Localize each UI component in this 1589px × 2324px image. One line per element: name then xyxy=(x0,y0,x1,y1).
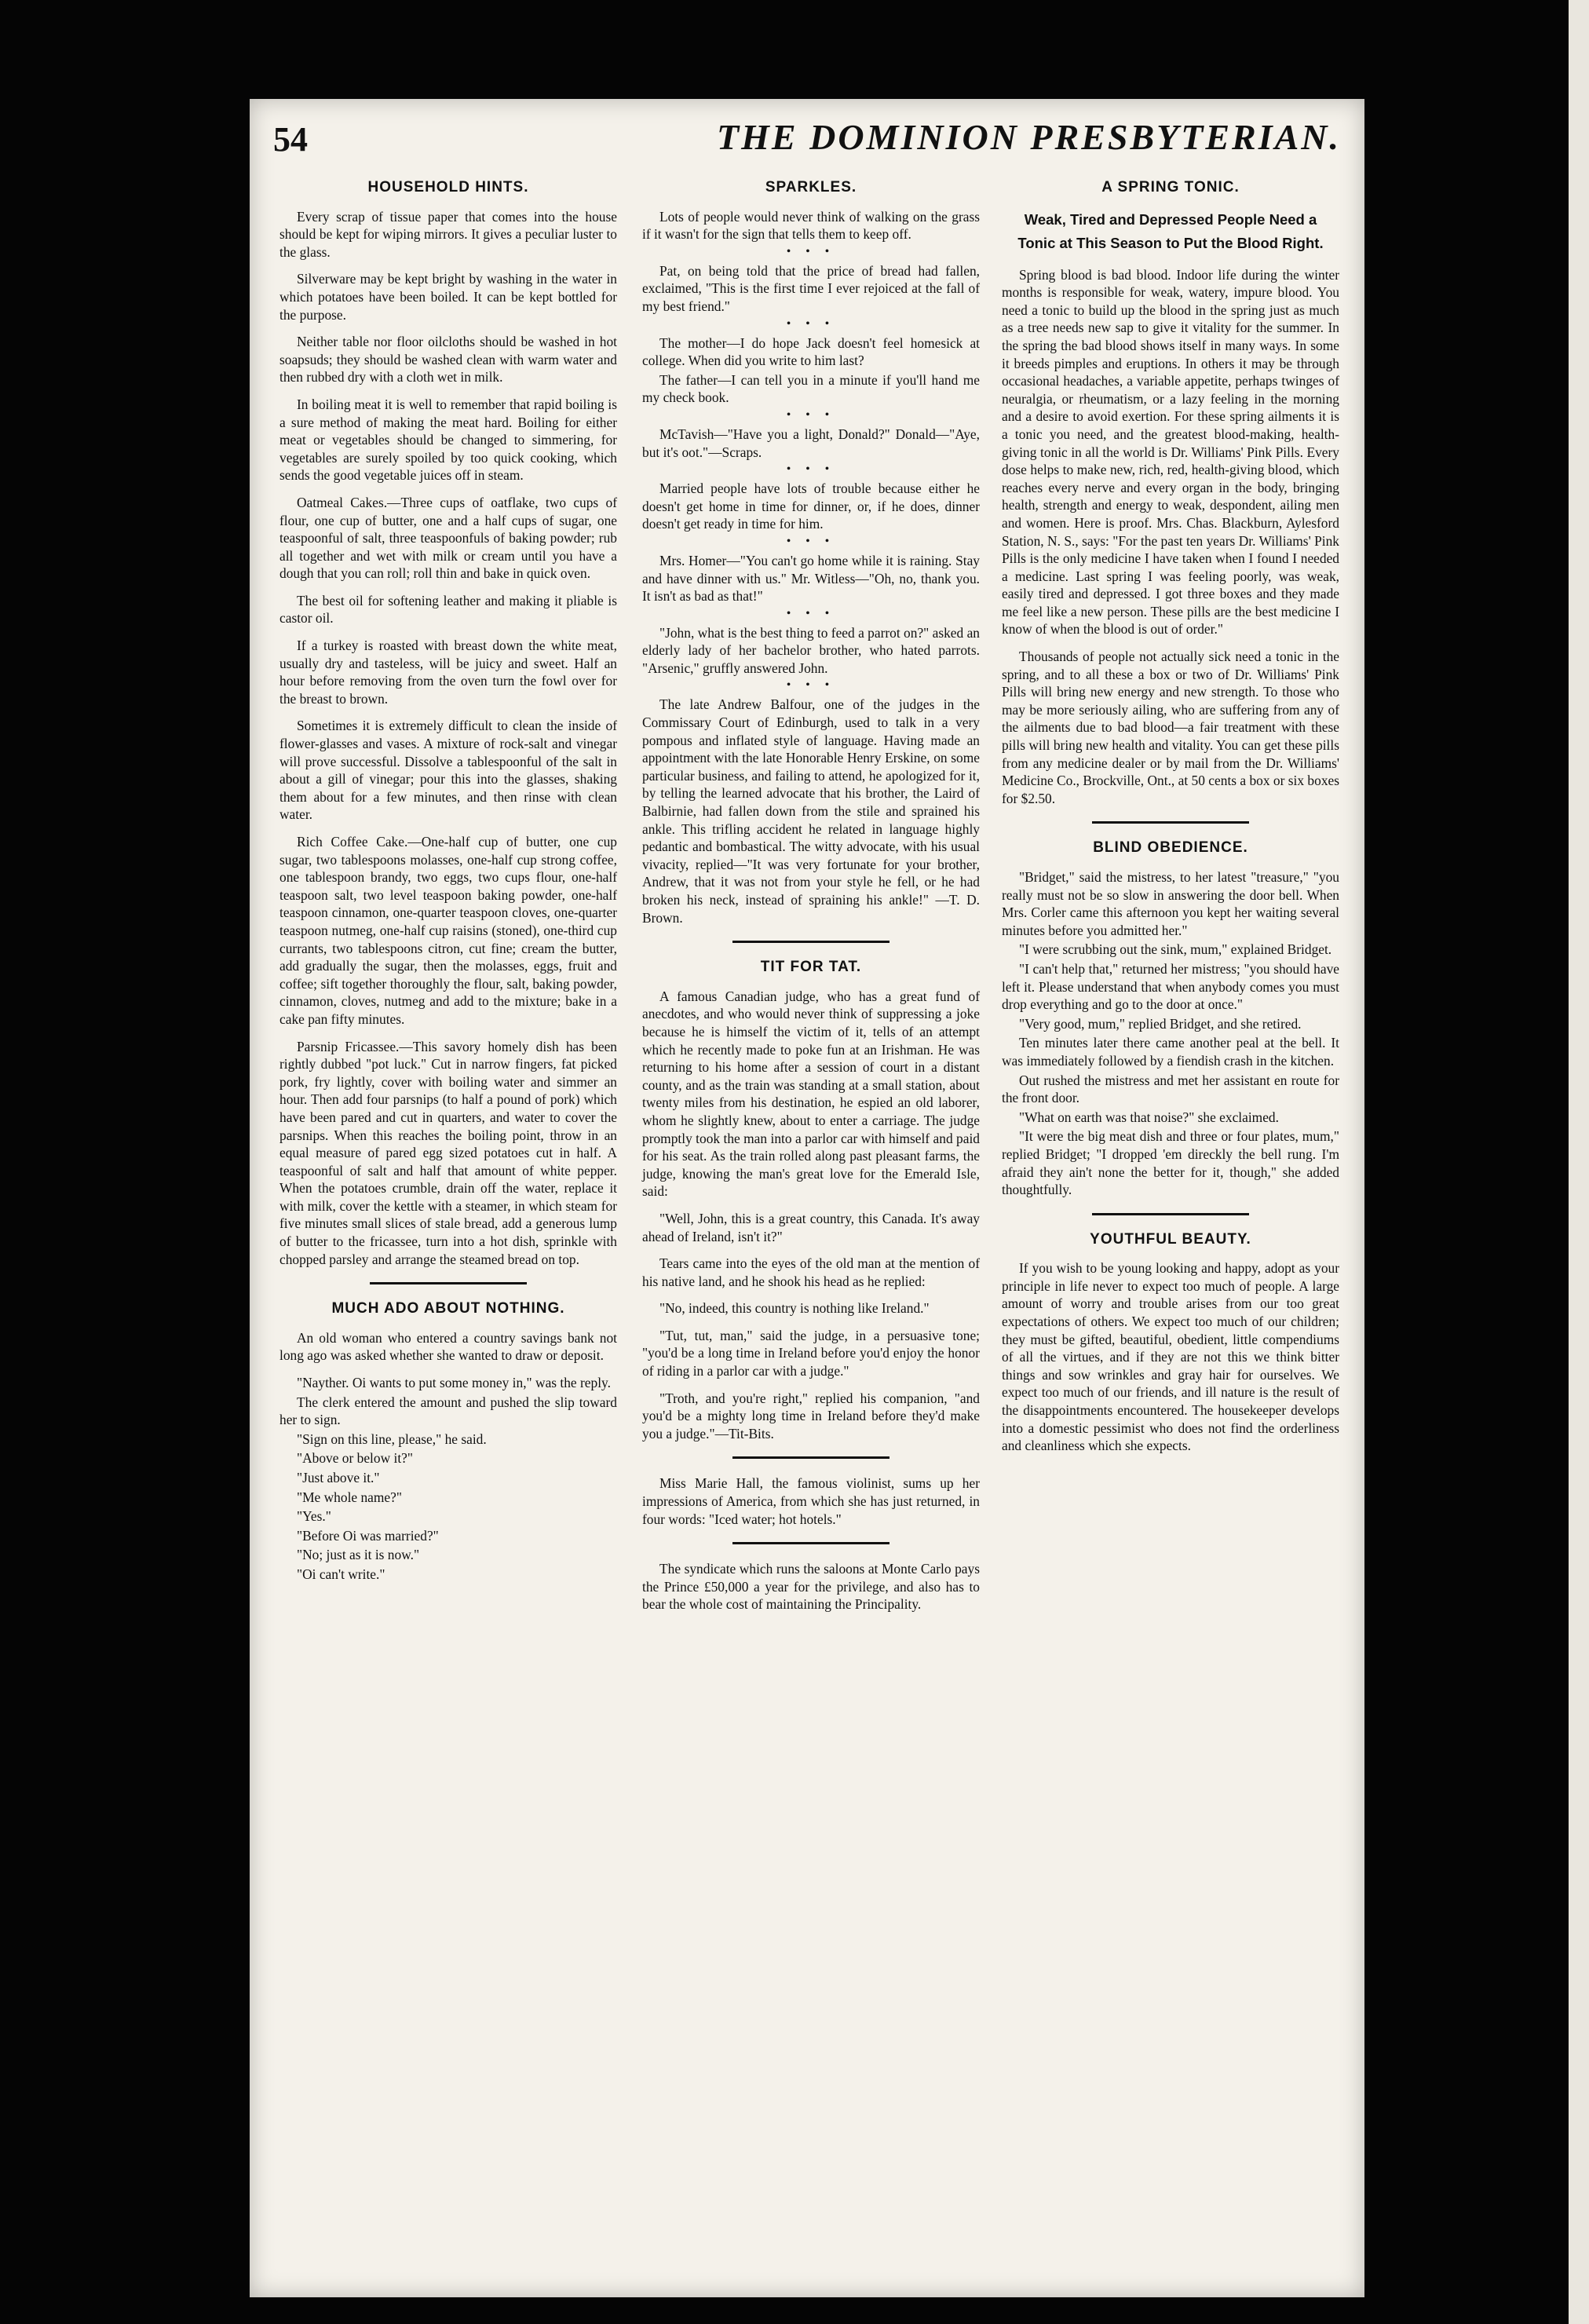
tit-for-tat-heading: TIT FOR TAT. xyxy=(760,959,862,976)
paragraph: "I can't help that," returned her mistress; "you should have left it. Please understand that when anybody comes you must drop everything and go to the door at once." xyxy=(1002,960,1339,1013)
dialogue xyxy=(279,1374,617,1584)
marie-hall-item: Miss Marie Hall, the famous violinist, sums up her impressions of America, from which she has just returned, in four words: "Iced water; hot hotels." xyxy=(642,1475,980,1527)
dialogue-line: "Above or below it?" xyxy=(297,1450,413,1467)
column-1 xyxy=(279,174,617,1585)
paragraph: "Very good, mum," replied Bridget, and she retired. xyxy=(1019,1015,1302,1032)
joke: McTavish—"Have you a light, Donald?" Donald—"Aye, but it's oot."—Scraps. xyxy=(642,426,980,460)
separator: • • • xyxy=(787,245,835,258)
dialogue-line: "Yes." xyxy=(297,1508,331,1525)
section-rule xyxy=(732,1542,889,1544)
separator: • • • xyxy=(787,679,835,692)
masthead: THE DOMINION PRESBYTERIAN. xyxy=(717,117,1341,157)
sparkles-heading: SPARKLES. xyxy=(765,179,857,195)
separator: • • • xyxy=(787,607,835,619)
page-number: 54 xyxy=(273,120,308,159)
dialogue-line: "Nayther. Oi wants to put some money in," was the reply. xyxy=(297,1375,611,1391)
dialogue-line: The clerk entered the amount and pushed the slip toward her to sign. xyxy=(279,1394,617,1428)
much-ado-heading: MUCH ADO ABOUT NOTHING. xyxy=(331,1300,565,1317)
paragraph: "Tut, tut, man," said the judge, in a persuasive tone; "you'd be a long time in Ireland before you'd enjoy the honor of riding in a parlor car with a judge." xyxy=(642,1327,980,1379)
paragraph: "I were scrubbing out the sink, mum," explained Bridget. xyxy=(1019,941,1332,958)
anecdote: The late Andrew Balfour, one of the judges in the Commissary Court of Edinburgh, used to talk in a very pompous and inflated style of language. Having made an appointment with the late Honorable Henry Erskine, on some particular business, and failing to attend, he apologized for it, by telling the learned advocate that his brother, the Laird of Balbirnie, had fallen down from the stile and sprained his ankle. This trifling accident he related in language highly pedantic and bombastical. The witty advocate, with his usual vivacity, replied—"It was very fortunate for your brother, Andrew, that it was not from your style he fell, or he had broken his neck, instead of spraining his ankle!" —T. D. Brown. xyxy=(642,696,980,926)
column-3 xyxy=(1002,174,1339,1464)
paragraph: Silverware may be kept bright by washing in the water in which potatoes have been boiled. It can be kept bottled for the purpose. xyxy=(279,271,617,323)
paragraph: Sometimes it is extremely difficult to clean the inside of flower-glasses and vases. A mixture of rock-salt and vinegar will prove successful. Dissolve a tablespoonful of the salt in about a gill of vinegar; pour this into the glasses, shaking them about for a few minutes, and then rinse with clean water. xyxy=(279,718,617,823)
paragraph: Tears came into the eyes of the old man at the mention of his native land, and he shook his head as he replied: xyxy=(642,1255,980,1289)
paragraph: Oatmeal Cakes.—Three cups of oatflake, two cups of flour, one cup of butter, one and a half cups of sugar, one teaspoonful of salt, three teaspoonfuls of baking powder; rub all together and wet with milk or cream until you have a dough that you can roll; roll thin and bake in quick oven. xyxy=(279,494,617,582)
separator: • • • xyxy=(787,317,835,330)
paragraph: "Well, John, this is a great country, this Canada. It's away ahead of Ireland, isn't it?" xyxy=(642,1210,980,1244)
household-hints-heading: HOUSEHOLD HINTS. xyxy=(367,179,529,195)
section-rule xyxy=(1092,821,1249,824)
dialogue-line: "Sign on this line, please," he said. xyxy=(297,1431,487,1447)
joke: The mother—I do hope Jack doesn't feel homesick at college. When did you write to him last? xyxy=(642,334,980,369)
spring-tonic-heading: A SPRING TONIC. xyxy=(1101,179,1240,195)
joke: Lots of people would never think of walking on the grass if it wasn't for the sign that tells them to keep off. xyxy=(642,208,980,243)
column-2 xyxy=(642,174,980,1623)
dialogue-line: "No; just as it is now." xyxy=(297,1547,420,1563)
newspaper-page xyxy=(250,99,1364,2297)
separator: • • • xyxy=(787,408,835,421)
paragraph: Ten minutes later there came another peal at the bell. It was immediately followed by a fiendish crash in the kitchen. xyxy=(1002,1035,1339,1069)
dialogue-line: "Oi can't write." xyxy=(297,1566,385,1582)
paragraph: An old woman who entered a country savings bank not long ago was asked whether she wanted to draw or deposit. xyxy=(279,1329,617,1364)
separator: • • • xyxy=(787,535,835,547)
dialogue-line: "Before Oi was married?" xyxy=(297,1527,439,1544)
paragraph: A famous Canadian judge, who has a great fund of anecdotes, and who would never think of suppressing a joke because he is himself the victim of it, tells of an attempt which he recently made to poke fun at an Irishman. He was returning to his home after a session of court in a distant county, and as the train was standing at a small station, about twenty miles from his destination, he espied an old laborer, whom he slightly knew, about to enter a carriage. The judge promptly took the man into a parlor car with himself and paid for his seat. As the train rolled along past pleasant farms, the judge, knowing the man's great love for the Emerald Isle, said: xyxy=(642,988,980,1200)
paragraph: Neither table nor floor oilcloths should be washed in hot soapsuds; they should be washed clean with warm water and then rubbed dry with a cloth wet in milk. xyxy=(279,334,617,386)
section-rule xyxy=(370,1282,527,1284)
spring-tonic-subheading: Weak, Tired and Depressed People Need a Tonic at This Season to Put the Blood Right. xyxy=(1017,210,1324,251)
section-rule xyxy=(1092,1213,1249,1215)
section-rule xyxy=(732,1456,889,1459)
paragraph: Spring blood is bad blood. Indoor life during the winter months is responsible for weak, watery, impure blood. You need a tonic to build up the blood in the spring just as much as a tree needs new sap to give it vitality for the summer. In the spring the bad blood shows itself in many ways. In some it breeds pimples and eruptions. In others it may be through occasional headaches, a variable appetite, perhaps twinges of neuralgia, or rheumatism, or a lazy feeling in the morning and a desire to avoid exertion. For these spring ailments it is a tonic you need, and the greatest blood-making, health-giving tonic in all the world is Dr. Williams' Pink Pills. Every dose helps to make new, rich, red, health-giving blood, which reaches every nerve and every organ in the body, bringing health, strength and energy to weak, despondent, ailing men and women. Here is proof. Mrs. Chas. Blackburn, Aylesford Station, N. S., says: "For the past ten years Dr. Williams' Pink Pills is the only medicine I have taken when I found I needed a medicine. Last spring I was feeling poorly, was weak, easily tired and depressed. I got three boxes and they made me feel like a new person. These pills are the best medicine I know of when the blood is out of order." xyxy=(1002,266,1339,638)
paragraph: "What on earth was that noise?" she exclaimed. xyxy=(1019,1109,1279,1125)
separator: • • • xyxy=(787,463,835,476)
paragraph: If a turkey is roasted with breast down the white meat, usually dry and tasteless, will be juicy and sweet. Half an hour before removing from the oven turn the fowl over for the breast to brown. xyxy=(279,638,617,707)
paragraph: "Troth, and you're right," replied his companion, "and you'd be a mighty long time in Ireland before they'd make you a judge."—Tit-Bits. xyxy=(642,1390,980,1442)
page-header xyxy=(273,113,1341,160)
paragraph: Thousands of people not actually sick need a tonic in the spring, and to all these a box or two of Dr. Williams' Pink Pills will bring new energy and new strength. To those who may be more seriously ailing, who are suffering from any of the ailments due to bad blood—a fair treatment with these pills will bring new health and vitality. You can get these pills from any medicine dealer or by mail from the Dr. Williams' Medicine Co., Brockville, Ont., at 50 cents a box or six boxes for $2.50. xyxy=(1002,649,1339,806)
paragraph: Every scrap of tissue paper that comes into the house should be kept for wiping mirrors. It gives a peculiar luster to the glass. xyxy=(279,208,617,260)
paragraph: Rich Coffee Cake.—One-half cup of butter, one cup sugar, two tablespoons molasses, one-half cup strong coffee, one tablespoon brandy, two eggs, two cups flour, one-half teaspoon salt, two level teaspoon baking powder, one-half teaspoon cinnamon, one-quarter teaspoon cloves, one-quarter teaspoon nutmeg, one-half cup raisins (stoned), one-third cup currants, two tablespoons citron, cut fine; cream the butter, add gradually the sugar, then the molasses, eggs, fruit and coffee; sift together thoroughly the flour, salt, baking powder, cinnamon, cloves, nutmeg and add to the mixture; bake in a cake pan fifty minutes. xyxy=(279,834,617,1027)
paragraph: In boiling meat it is well to remember that rapid boiling is a sure method of making the meat hard. Boiling for either meat or vegetables should be changed to simmering, for vegetables are surely spoiled by too quick cooking, which sends the good vegetable juices off in steam. xyxy=(279,396,617,484)
monte-carlo-item: The syndicate which runs the saloons at Monte Carlo pays the Prince £50,000 a year for the privilege, and also has to bear the whole cost of maintaining the Principality. xyxy=(642,1561,980,1613)
dialogue-line: "Me whole name?" xyxy=(297,1489,402,1505)
paragraph: If you wish to be young looking and happy, adopt as your principle in life never to expect too much of people. A large amount of worry and trouble arises from our too great expectations of others. We expect too much of our children; they must be gifted, beautiful, obedient, little compendiums of all the virtues, and if they are not this we think bitter things and sow wrinkles and gray hair for ourselves. We expect too much of our friends, and ill nature is the result of the disappointments encountered. The housekeeper develops into a domestic pessimist who does not find the orderliness and cleanliness which she expects. xyxy=(1002,1260,1339,1454)
paragraph: The best oil for softening leather and making it pliable is castor oil. xyxy=(279,592,617,627)
paragraph: "It were the big meat dish and three or four plates, mum," replied Bridget; "I dropped 'em direckly the bell rung. I'm afraid they ain't none the better for it, though," she added thoughtfully. xyxy=(1002,1128,1339,1198)
joke: Married people have lots of trouble because either he doesn't get home in time for dinner, or, if he does, dinner doesn't get ready in time for him. xyxy=(642,481,980,532)
adjacent-page-edge xyxy=(1569,0,1589,2324)
blind-obedience-heading: BLIND OBEDIENCE. xyxy=(1093,839,1248,857)
youthful-beauty-heading: YOUTHFUL BEAUTY. xyxy=(1090,1230,1251,1248)
joke: Mrs. Homer—"You can't go home while it is raining. Stay and have dinner with us." Mr. Witless—"Oh, no, thank you. It isn't as bad as that!" xyxy=(642,552,980,605)
joke: Pat, on being told that the price of bread had fallen, exclaimed, "This is the first time I ever rejoiced at the fall of my best friend." xyxy=(642,262,980,314)
paragraph: "Bridget," said the mistress, to her latest "treasure," "you really must not be so slow in answering the door bell. When Mrs. Corler came this afternoon you kept her waiting several minutes before you admitted her." xyxy=(1002,869,1339,938)
joke: "John, what is the best thing to feed a parrot on?" asked an elderly lady of her bachelor brother, who hated parrots. "Arsenic," gruffly answered John. xyxy=(642,624,980,676)
paragraph: "No, indeed, this country is nothing like Ireland." xyxy=(659,1300,930,1317)
dialogue-line: "Just above it." xyxy=(297,1470,380,1485)
paragraph: Out rushed the mistress and met her assistant en route for the front door. xyxy=(1002,1072,1339,1106)
joke: The father—I can tell you in a minute if you'll hand me my check book. xyxy=(642,371,980,406)
section-rule xyxy=(732,941,889,943)
paragraph: Parsnip Fricassee.—This savory homely dish has been rightly dubbed "pot luck." Cut in narrow fingers, fat picked pork, fry lightly, cover with boiling water and simmer an hour. Then add four parsnips (to half a pound of pork) which have been pared and cut in quarters, and water to cover the parsnips. When this reaches the boiling point, throw in an equal measure of pared egg sized potatoes cut in half. A teaspoonful of salt and half that amount of white pepper. When the potatoes crumble, drain off the water, replace it with milk, cover the kettle with a steamer, in which steam for five minutes small slices of stale bread, add a generous lump of butter to the fricassee, turn into a hot dish, sprinkle with chopped parsley and arrange the steamed bread on top. xyxy=(279,1038,617,1267)
